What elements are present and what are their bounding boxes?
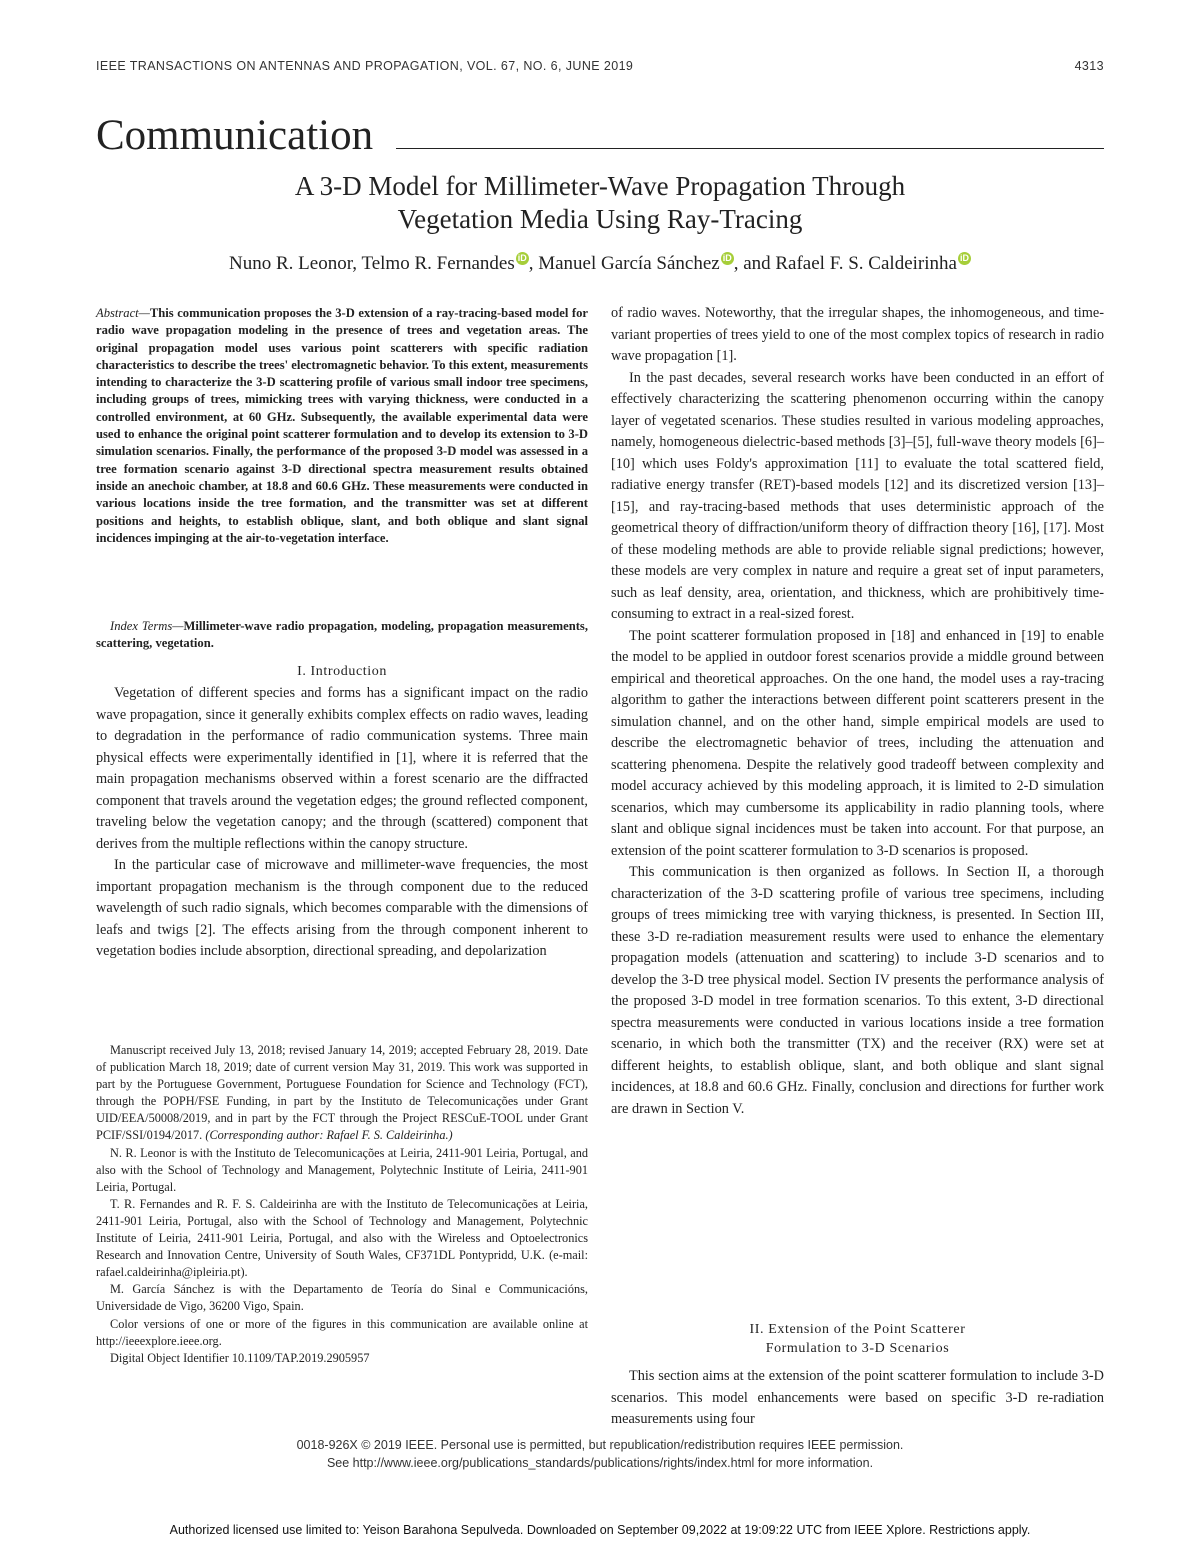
authors-part-2: , Manuel García Sánchez (528, 253, 720, 274)
running-head (96, 59, 1104, 73)
index-terms-text: Millimeter-wave radio propagation, modeling, propagation measurements, scattering, vegetation. (96, 619, 588, 651)
section-1-heading: I. Introduction (297, 664, 387, 679)
footnote-manuscript (96, 1042, 588, 1145)
corresponding-author: (Corresponding author: Rafael F. S. Caldeirinha.) (205, 1128, 453, 1143)
abstract-label: Abstract— (96, 306, 150, 320)
title-line-1: A 3-D Model for Millimeter-Wave Propagation Through (294, 171, 906, 201)
intro-paragraph: In the particular case of microwave and millimeter-wave frequencies, the most important propagation mechanism is the through component due to the reduced wavelength of such radio signals, which becomes comparable with the dimensions of leafs and twigs [2]. The effects arising from the through component inherent to vegetation bodies include absorption, directional spreading, and depolarization (96, 857, 588, 959)
section-2-body (611, 1366, 1104, 1431)
body-paragraph: This section aims at the extension of the point scatterer formulation to include 3-D scenarios. This model enhancements were based on specific 3-D re-radiation measurements using four (611, 1368, 1104, 1427)
body-paragraph: The point scatterer formulation proposed in [18] and enhanced in [19] to enable the model to be applied in outdoor forest scenarios provide a middle ground between empirical and theoretical approaches. On the one hand, the model uses a ray-tracing algorithm to gather the interactions between different point scatterers present in the simulation channel, and on the other hand, simple empirical models are used to describe the electromagnetic behavior of trees, including the attenuation and scattering phenomena. Despite the relatively good tradeoff between complexity and model accuracy achieved by this modeling approach, it is limited to 2-D simulation scenarios, which may cumbersome its applicability in radio planning tools, where slant and oblique signal incidences must be taken into account. For that purpose, an extension of the point scatterer formulation to 3-D scenarios is proposed. (611, 627, 1104, 859)
body-paragraph: of radio waves. Noteworthy, that the irregular shapes, the inhomogeneous, and time-variant properties of trees yield to one of the most complex topics of research in radio wave propagation [1]. (611, 305, 1104, 364)
intro-paragraph: Vegetation of different species and forms has a significant impact on the radio wave propagation, since it generally exhibits complex effects on radio waves, leading to degradation in the performance of radio communication systems. Three main physical effects were experimentally identified in [1], where it is referred that the main propagation mechanisms observed within a forest scenario are the diffracted component that travels around the vegetation edges; the ground reflected component, traveling below the vegetation canopy; and the through (scattered) component that derives from the multiple reflections within the canopy structure. (96, 685, 588, 852)
section-type-label: Communication (96, 112, 374, 159)
body-paragraph: This communication is then organized as follows. In Section II, a thorough characterization of the 3-D scattering profile of various tree specimens, including groups of trees mimicking tree with varying thickness, is presented. In Section III, these 3-D re-radiation measurement results were used to enhance the elementary propagation models (attenuation and scattering) to include 3-D scenarios and to develop the 3-D tree physical model. Section IV presents the performance analysis of the proposed 3-D model in tree formation scenarios. To this extent, 3-D directional spectra measurements were conducted in various locations inside a tree formation scenario, in which both the transmitter (TX) and the receiver (RX) were set at different heights, to establish oblique, slant, and both oblique and slant signal incidences, at 18.8 and 60.6 GHz. Finally, conclusion and directions for further work are drawn in Section V. (611, 864, 1104, 1117)
author-list (96, 252, 1104, 275)
abstract (96, 305, 588, 547)
section-2-heading-line-1: II. Extension of the Point Scatterer (749, 1322, 966, 1337)
index-terms (96, 618, 588, 653)
index-terms-label: Index Terms— (110, 619, 184, 633)
footnote-doi: Digital Object Identifier 10.1109/TAP.2019.2905957 (110, 1350, 370, 1365)
intro-body (96, 683, 588, 963)
abstract-text: This communication proposes the 3-D extension of a ray-tracing-based model for radio wave propagation modeling in the presence of trees and vegetation areas. The original propagation model uses various point scatterers with specific radiation characteristics to describe the trees' electromagnetic behavior. To this extent, measurements intending to characterize the 3-D scattering profile of various small indoor tree specimens, including groups of trees, mimicking trees with varying thickness, were conducted in a controlled environment, at 60 GHz. Subsequently, the available experimental data were used to enhance the original point scatterer formulation and to develop its extension to 3-D simulation scenarios. Finally, the performance of the proposed 3-D model was assessed in a tree formation scenario against 3-D directional spectra measurement results obtained inside an anechoic chamber, at 18.8 and 60.6 GHz. These measurements were conducted in various locations inside the tree formation, and the transmitter was set at different positions and heights, to establish oblique, slant, and both oblique and slant signal incidences impinging at the air-to-vegetation interface. (96, 306, 588, 545)
body-paragraph: In the past decades, several research works have been conducted in an effort of effectively characterizing the scattering phenomenon occurring within the canopy layer of vegetated scenarios. These studies resulted in various modeling approaches, namely, homogeneous dielectric-based methods [3]–[5], full-wave theory models [6]–[10] which uses Foldy's approximation [11] to evaluate the total scattered field, radiative energy transfer (RET)-based models [12] and its discretized version [13]–[15], and ray-tracing-based methods that uses deterministic approach of the geometrical theory of diffraction/uniform theory of diffraction theory [16], [17]. Most of these modeling methods are able to provide reliable signal predictions; however, these models are very complex in nature and require a great set of input parameters, such as leaf density, area, orientation, and thickness, which are prohibitively time-consuming to extract in a real-sized forest. (611, 369, 1104, 622)
section-type-banner (96, 112, 1104, 160)
footnote-affiliation: N. R. Leonor is with the Instituto de Telecomunicações at Leiria, 2411-901 Leiria, Portugal, and also with the School of Technology and Management, Polytechnic Institute of Leiria, 2411-901 Leiria, Portugal. (96, 1145, 588, 1194)
banner-rule (396, 148, 1104, 149)
orcid-icon[interactable]: iD (517, 253, 527, 263)
footnotes (96, 1042, 588, 1367)
copyright-line-1: 0018-926X © 2019 IEEE. Personal use is permitted, but republication/redistribution requires IEEE permission. (296, 1438, 904, 1452)
right-column-body (611, 303, 1104, 1120)
page-number: 4313 (1074, 59, 1104, 73)
footnote-affiliation: T. R. Fernandes and R. F. S. Caldeirinha are with the Instituto de Telecomunicações at Leiria, 2411-901 Leiria, Portugal, also with the School of Technology and Management, Polytechnic Institute of Leiria, 2411-901 Leiria, Portugal, and also with the Wireless and Optoelectronics Research and Innovation Centre, University of South Wales, CF371DL Pontypridd, U.K. (e-mail: rafael.caldeirinha@ipleiria.pt). (96, 1196, 588, 1280)
authors-part-1: Nuno R. Leonor, Telmo R. Fernandes (229, 253, 515, 274)
copyright-line-2: See http://www.ieee.org/publications_standards/publications/rights/index.html for more information. (326, 1456, 874, 1470)
orcid-icon[interactable]: iD (959, 253, 969, 263)
footnote-affiliation: M. García Sánchez is with the Departamento de Teoría do Sinal e Communicacións, Universidade de Vigo, 36200 Vigo, Spain. (96, 1282, 588, 1314)
section-2-heading (611, 1320, 1104, 1358)
title-line-2: Vegetation Media Using Ray-Tracing (397, 204, 803, 234)
authors-part-3: , and Rafael F. S. Caldeirinha (733, 253, 957, 274)
authorized-use-notice: Authorized licensed use limited to: Yeison Barahona Sepulveda. Downloaded on September 09,2022 at 19:09:22 UTC from IEEE Xplore. Restrictions apply. (169, 1523, 1031, 1537)
paper-title (96, 170, 1104, 236)
footnote-color-note: Color versions of one or more of the figures in this communication are available online at http://ieeexplore.ieee.org. (96, 1316, 588, 1348)
copyright-notice (96, 1436, 1104, 1472)
section-2-heading-line-2: Formulation to 3-D Scenarios (765, 1341, 950, 1356)
journal-name: IEEE TRANSACTIONS ON ANTENNAS AND PROPAGATION, VOL. 67, NO. 6, JUNE 2019 (96, 59, 634, 73)
orcid-icon[interactable]: iD (722, 253, 732, 263)
footnote-manuscript-text: Manuscript received July 13, 2018; revised January 14, 2019; accepted February 28, 2019. Date of publication March 18, 2019; date of current version May 31, 2019. This work was supported in part by the Portuguese Government, Portuguese Foundation for Science and Technology (FCT), through the POPH/FSE Funding, in part by the Instituto de Telecomunicações under Grant UID/EEA/50008/2019, and in part by the FCT through the Project RESCuE-TOOL under Grant PCIF/SSI/0194/2017. (96, 1043, 588, 1143)
